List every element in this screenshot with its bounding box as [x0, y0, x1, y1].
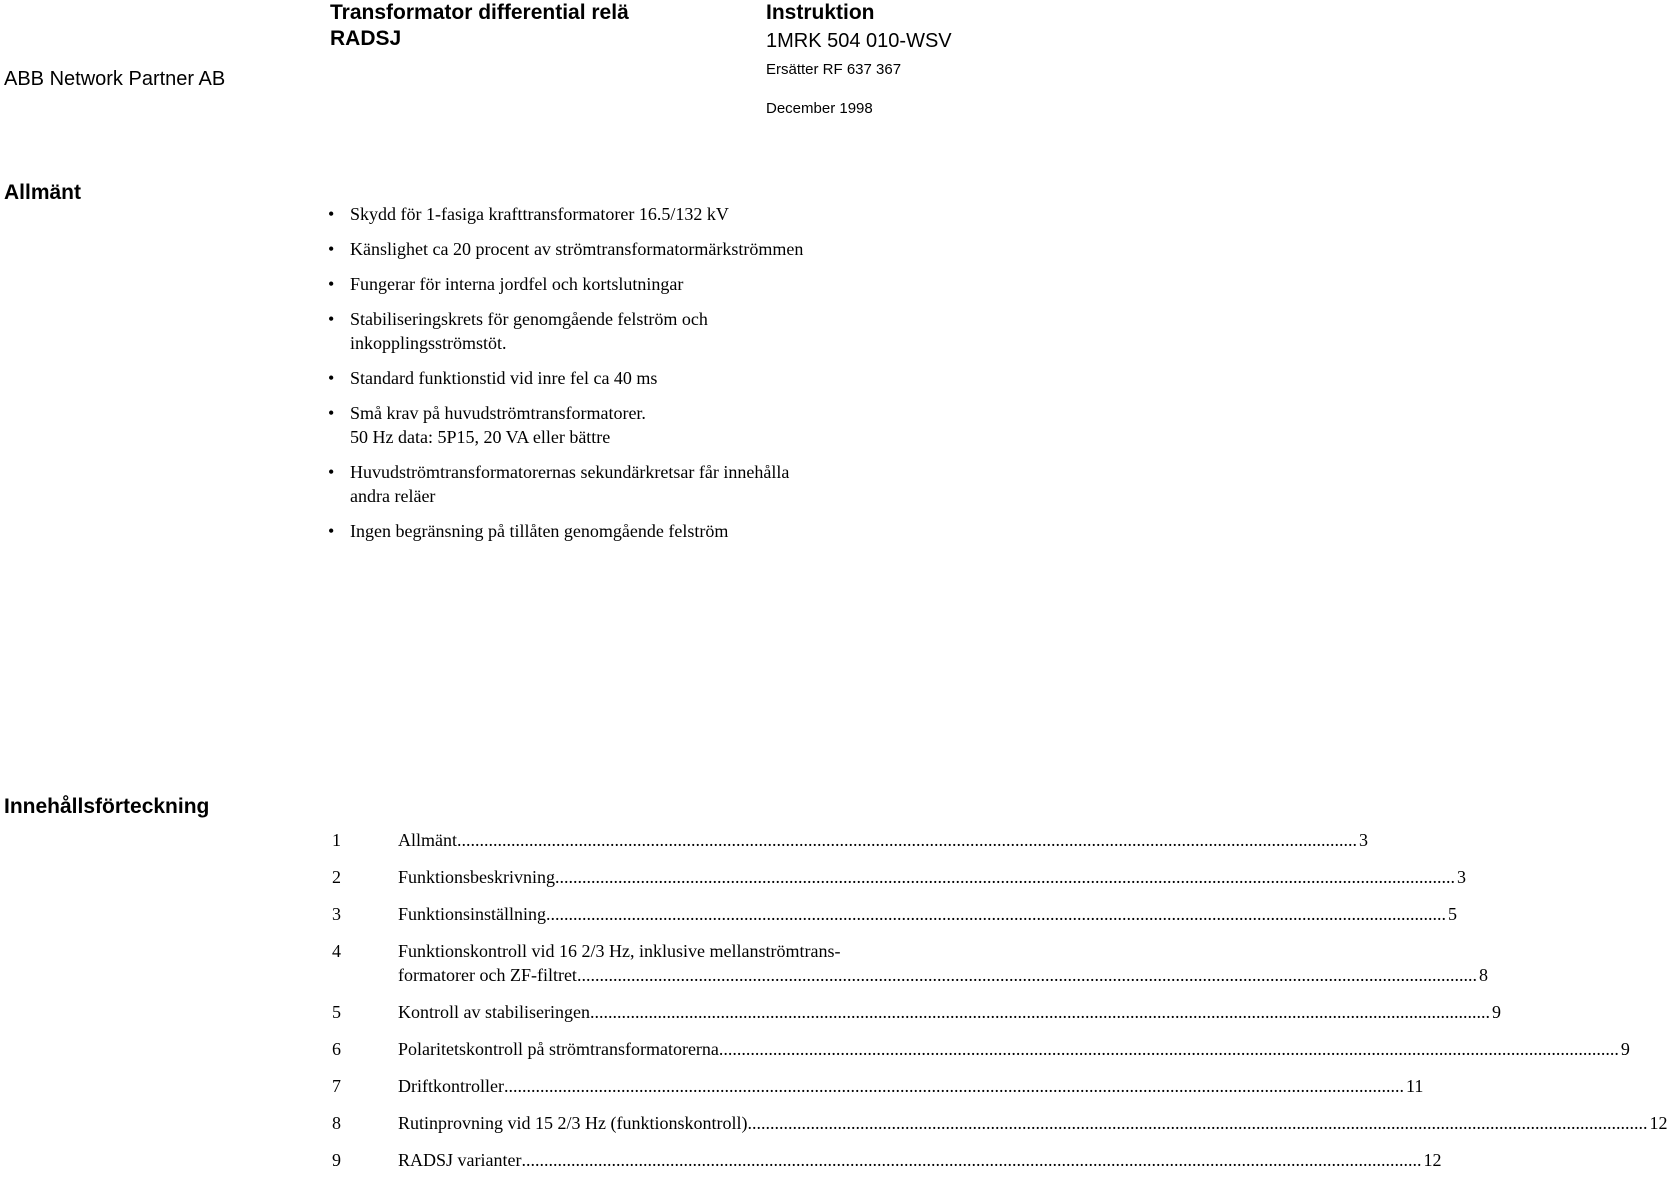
section-heading-general: Allmänt: [4, 181, 82, 204]
toc-dot-leader: [457, 828, 1357, 852]
bullet-text-continued: inkopplingsströmstöt.: [350, 333, 507, 353]
bullet-item: [328, 519, 958, 543]
bullet-text-continued: 50 Hz data: 5P15, 20 VA eller bättre: [350, 427, 611, 447]
bullet-text: Huvudströmtransformatorernas sekundärkretsar får innehålla: [350, 462, 790, 482]
toc-dot-leader: [546, 902, 1446, 926]
document-number: 1MRK 504 010-WSV: [766, 30, 952, 52]
bullet-dot-icon: •: [328, 274, 335, 294]
toc-dot-leader: [555, 865, 1455, 889]
bullet-text: Skydd för 1-fasiga krafttransformatorer 16.5/132 kV: [350, 204, 729, 224]
toc-dot-leader: [590, 1000, 1490, 1024]
toc-entry-number: 6: [332, 1039, 341, 1059]
bullet-dot-icon: •: [328, 521, 335, 541]
bullet-text: Känslighet ca 20 procent av strömtransformatormärkströmmen: [350, 239, 804, 259]
toc-entry-page: 12: [1423, 1150, 1442, 1170]
toc-entry-page: 9: [1620, 1039, 1630, 1059]
bullet-dot-icon: •: [328, 403, 335, 423]
toc-entry-page: 11: [1405, 1076, 1424, 1096]
replaces-reference: Ersätter RF 637 367: [766, 61, 902, 78]
bullet-dot-icon: •: [328, 368, 335, 388]
bullet-dot-icon: •: [328, 239, 335, 259]
bullet-text-continued: andra reläer: [350, 486, 436, 506]
toc-entry-title: Funktionsinställning: [398, 904, 547, 924]
table-of-contents: [332, 828, 1667, 1185]
section-heading-toc: Innehållsförteckning: [4, 795, 210, 818]
bullet-item: [328, 366, 958, 390]
toc-entry-title: Driftkontroller: [398, 1076, 504, 1096]
bullet-text: Ingen begränsning på tillåten genomgående felström: [350, 521, 729, 541]
toc-entry-title: RADSJ varianter: [398, 1150, 522, 1170]
toc-entry-title-first-line: Funktionskontroll vid 16 2/3 Hz, inklusive mellanströmtrans-: [398, 941, 841, 961]
toc-entry-number: 4: [332, 941, 341, 961]
toc-entry[interactable]: [332, 828, 1368, 852]
bullet-item: [328, 272, 958, 296]
toc-entry-number: 1: [332, 830, 341, 850]
bullet-text: Stabiliseringskrets för genomgående felström och: [350, 309, 708, 329]
toc-entry[interactable]: [332, 1148, 1442, 1172]
feature-bullet-list: [328, 202, 958, 554]
document-title-line2: RADSJ: [330, 27, 402, 50]
toc-entry-title: Kontroll av stabiliseringen: [398, 1002, 590, 1022]
toc-entry-number: 2: [332, 867, 341, 887]
toc-entry-number: 3: [332, 904, 341, 924]
document-type: Instruktion: [766, 1, 875, 24]
bullet-item: [328, 460, 958, 508]
bullet-item: [328, 307, 958, 355]
bullet-item: [328, 237, 958, 261]
toc-entry-page: 8: [1478, 965, 1488, 985]
document-date: December 1998: [766, 100, 873, 117]
toc-entry[interactable]: [332, 1074, 1424, 1098]
toc-entry-page: 9: [1491, 1002, 1501, 1022]
bullet-dot-icon: •: [328, 462, 335, 482]
bullet-item: [328, 401, 958, 449]
toc-entry-page: 3: [1359, 830, 1368, 850]
bullet-item: [328, 202, 958, 226]
toc-dot-leader: [577, 963, 1477, 987]
toc-entry-number: 8: [332, 1113, 341, 1133]
bullet-text: Fungerar för interna jordfel och kortslutningar: [350, 274, 684, 294]
toc-dot-leader: [719, 1037, 1619, 1061]
toc-entry-page: 3: [1457, 867, 1467, 887]
company-name: ABB Network Partner AB: [4, 68, 226, 90]
toc-entry[interactable]: [332, 902, 1458, 926]
toc-entry-page: 5: [1448, 904, 1458, 924]
toc-entry-title: Polaritetskontroll på strömtransformatorerna: [398, 1039, 719, 1059]
document-title: [330, 0, 690, 52]
toc-dot-leader: [747, 1111, 1647, 1135]
toc-entry[interactable]: [332, 1111, 1667, 1135]
bullet-text: Små krav på huvudströmtransformatorer.: [350, 403, 646, 423]
toc-entry-number: 5: [332, 1002, 341, 1022]
toc-entry-title: Funktionsbeskrivning: [398, 867, 556, 887]
document-title-line1: Transformator differential relä: [330, 1, 629, 24]
toc-entry-number: 7: [332, 1076, 341, 1096]
toc-entry[interactable]: [332, 939, 1488, 987]
toc-entry-number: 9: [332, 1150, 341, 1170]
bullet-text: Standard funktionstid vid inre fel ca 40 ms: [350, 368, 658, 388]
toc-entry-page: 12: [1649, 1113, 1667, 1133]
bullet-dot-icon: •: [328, 204, 335, 224]
toc-entry[interactable]: [332, 1037, 1630, 1061]
toc-entry-title: formatorer och ZF-filtret: [398, 965, 577, 985]
bullet-dot-icon: •: [328, 309, 335, 329]
toc-dot-leader: [521, 1148, 1421, 1172]
toc-entry-title: Allmänt: [398, 830, 457, 850]
toc-entry[interactable]: [332, 1000, 1501, 1024]
toc-entry-title: Rutinprovning vid 15 2/3 Hz (funktionskontroll): [398, 1113, 748, 1133]
toc-entry[interactable]: [332, 865, 1467, 889]
toc-dot-leader: [504, 1074, 1404, 1098]
